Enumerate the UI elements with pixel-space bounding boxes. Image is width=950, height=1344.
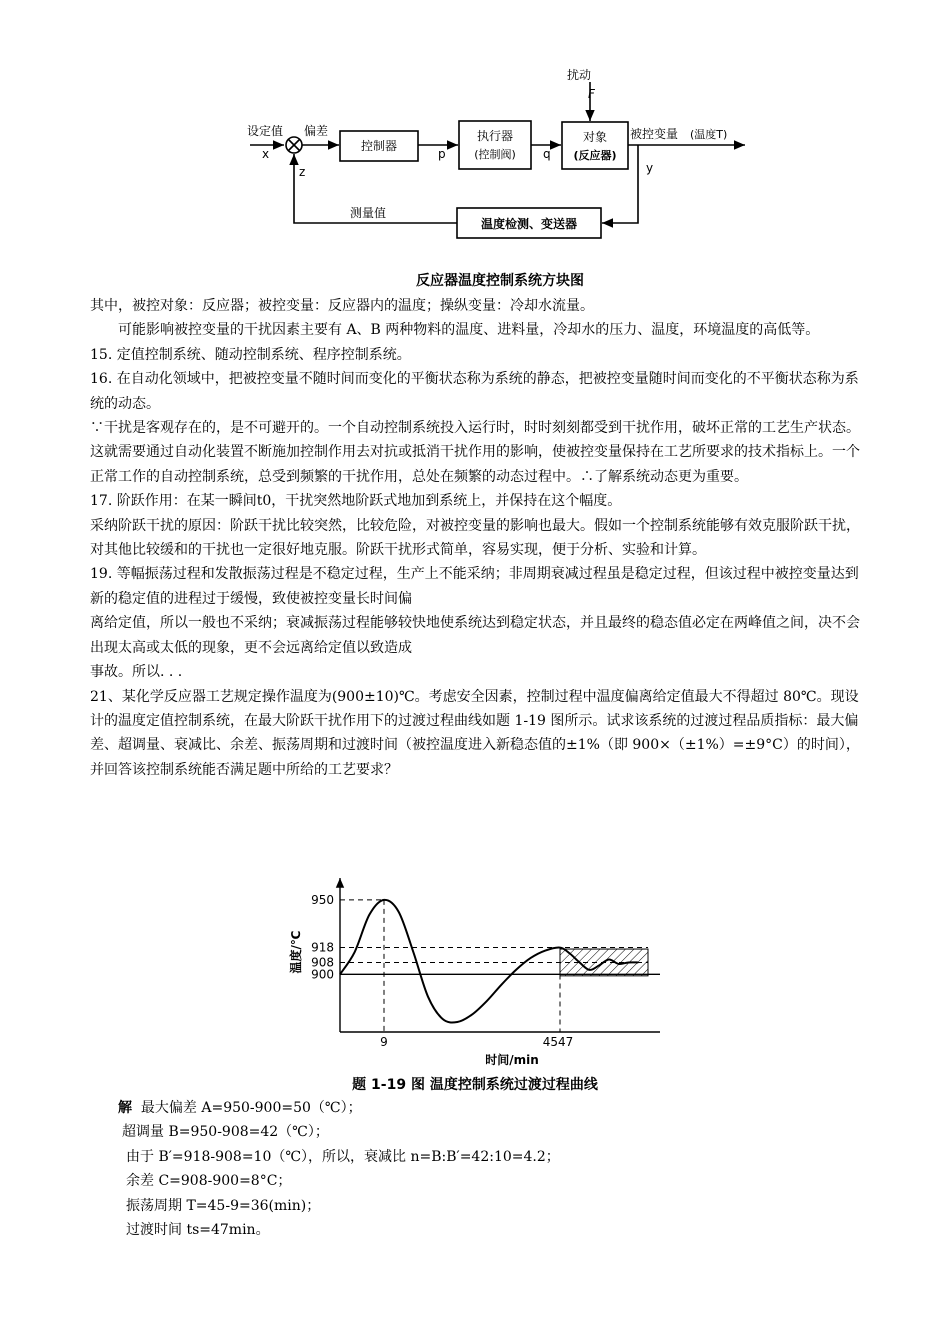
- output-var: (温度T): [690, 128, 728, 141]
- setpoint-symbol: x: [262, 147, 270, 161]
- x-tick-label: 9: [380, 1035, 388, 1049]
- y-tick-label: 950: [311, 892, 334, 907]
- error-label: 偏差: [304, 124, 329, 138]
- controller-label: 控制器: [360, 139, 398, 153]
- paragraph: 17. 阶跃作用：在某一瞬间t0，干扰突然地阶跃式地加到系统上，并保持在这个幅度。: [90, 493, 622, 510]
- y-axis-label: 温度/℃: [289, 930, 303, 974]
- setpoint-label: 设定值: [247, 124, 284, 138]
- paragraph: ∵干扰是客观存在的，是不可避开的。一个自动控制系统投入运行时，时时刻刻都受到干扰作用，破坏正常的工艺生产状态。这就需要通过自动化装置不断施加控制作用去对抗或抵消干扰作用的影响，使被控变量保持在工艺所要求的技术指标上。一个正常工作的自动控制系统，总受到频繁的干扰作用，总处在频繁的动态过程中。∴了解系统动态更为重要。: [90, 420, 860, 485]
- solution-line: 超调量 B=950-908=42（℃）；: [122, 1124, 329, 1141]
- signal-p: p: [438, 147, 446, 161]
- feedback-symbol: z: [299, 165, 306, 179]
- paragraph: 事故。所以. . .: [90, 664, 183, 681]
- paragraph: 15. 定值控制系统、随动控制系统、程序控制系统。: [90, 346, 411, 363]
- solution-line: 余差 C=908-900=8°C；: [126, 1173, 292, 1190]
- transient-response-chart: [0, 870, 950, 1070]
- solution: [118, 1096, 818, 1242]
- y-tick-label: 900: [311, 967, 334, 982]
- object-label1: 对象: [582, 130, 608, 144]
- measured-label: 测量值: [350, 206, 387, 220]
- solution-line: 由于 B′=918-908=10（℃），所以，衰减比 n=B:B′=42:10=4.2；: [126, 1148, 560, 1165]
- disturbance-symbol: F: [588, 87, 595, 101]
- output-label: 被控变量: [630, 127, 679, 141]
- block-diagram: [0, 0, 950, 270]
- sensor-label: 温度检测、变送器: [480, 217, 578, 231]
- solution-line-text: 最大偏差 A=950-900=50（℃）；: [140, 1100, 362, 1116]
- x-axis-label: 时间/min: [485, 1053, 539, 1067]
- x-tick-label: 47: [558, 1035, 574, 1049]
- paragraph: 16. 在自动化领域中，把被控变量不随时间而变化的平衡状态称为系统的静态，把被控变量随时间而变化的不平衡状态称为系统的动态。: [90, 371, 859, 412]
- paragraph: 21、某化学反应器工艺规定操作温度为(900±10)℃。考虑安全因素，控制过程中温度偏离给定值最大不得超过 80℃。现设计的温度定值控制系统，在最大阶跃干扰作用下的过渡过程曲线如题 1-19 图所示。试求该系统的过渡过程品质指标：最大偏差、超调量、衰减比、余差、振荡周期和过渡时间（被控温度进入新稳态值的±1%（即 900×（±1%）=±9°C）的时间），并回答该控制系统能否满足题中所给的工艺要求？: [90, 688, 860, 778]
- paragraph: 采纳阶跃干扰的原因：阶跃干扰比较突然，比较危险，对被控变量的影响也最大。假如一个控制系统能够有效克服阶跃干扰，对其他比较缓和的干扰也一定很好地克服。阶跃干扰形式简单，容易实现，便于分析、实验和计算。: [90, 517, 860, 559]
- solution-line: 过渡时间 ts=47min。: [126, 1222, 270, 1239]
- x-tick-label: 45: [542, 1035, 558, 1049]
- disturbance-label: 扰动: [567, 68, 592, 82]
- solution-line: 振荡周期 T=45-9=36(min)；: [126, 1197, 321, 1214]
- paragraph: 离给定值，所以一般也不采纳；衰减振荡过程能够较快地使系统达到稳定状态，并且最终的稳态值必定在两峰值之间，决不会出现太高或太低的现象，更不会远离给定值以致造成: [90, 615, 860, 656]
- actuator-label1: 执行器: [476, 129, 514, 143]
- solution-label: 解: [118, 1100, 132, 1116]
- y-tick-label: 918: [311, 940, 334, 955]
- actuator-label2: (控制阀): [474, 148, 516, 161]
- y-tick-label: 908: [311, 955, 334, 970]
- signal-y: y: [646, 161, 654, 175]
- signal-q: q: [543, 147, 551, 161]
- solution-line: [118, 1096, 818, 1120]
- paragraph: 19. 等幅振荡过程和发散振荡过程是不稳定过程，生产上不能采纳；非周期衰减过程虽是稳定过程，但该过程中被控变量达到新的稳定值的进程过于缓慢，致使被控变量长时间偏: [90, 566, 859, 607]
- body-text: [90, 294, 870, 782]
- paragraph: 其中，被控对象：反应器；被控变量：反应器内的温度；操纵变量：冷却水流量。: [90, 298, 594, 314]
- diagram-caption: 反应器温度控制系统方块图: [416, 273, 584, 289]
- paragraph: 可能影响被控变量的干扰因素主要有 A、B 两种物料的温度、进料量，冷却水的压力、温度，环境温度的高低等。: [118, 322, 820, 339]
- object-label2: (反应器): [573, 149, 617, 162]
- chart-caption: 题 1-19 图 温度控制系统过渡过程曲线: [352, 1077, 598, 1093]
